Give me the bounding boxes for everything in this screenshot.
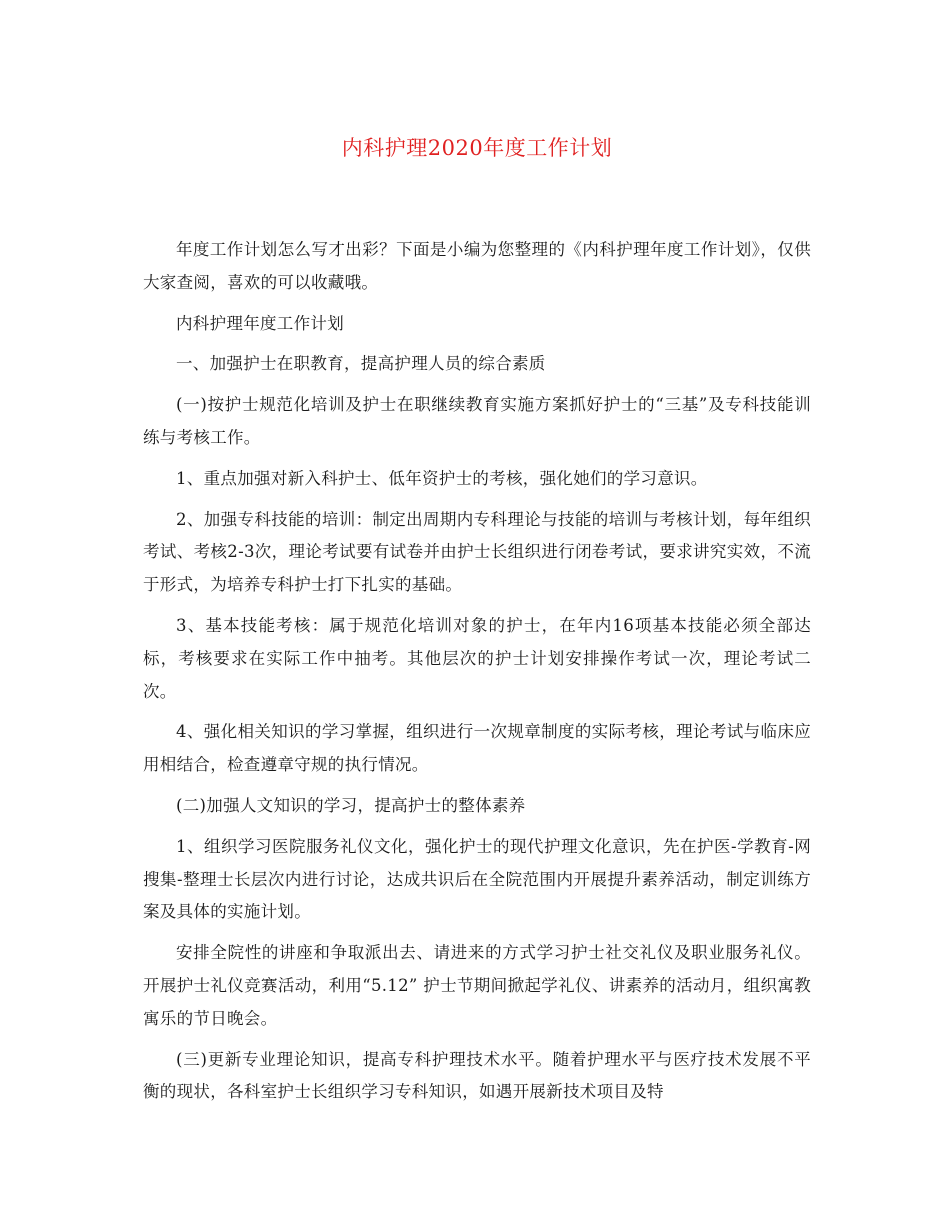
document-title: 内科护理2020年度工作计划 (341, 136, 613, 160)
document-page (143, 130, 811, 1117)
list-item-5: 1、组织学习医院服务礼仪文化，强化护士的现代护理文化意识，先在护医-学教育-网搜集-整理士长层次内进行讨论，达成共识后在全院范围内开展提升素养活动，制定训练方案及具体的实施计划。 (143, 836, 811, 922)
section-heading-1: 一、加强护士在职教育，提高护理人员的综合素质 (176, 354, 546, 374)
subsection-heading-2: (二)加强人文知识的学习，提高护士的整体素养 (176, 795, 526, 815)
paragraph-etiquette: 安排全院性的讲座和争取派出去、请进来的方式学习护士社交礼仪及职业服务礼仪。开展护士礼仪竞赛活动，利用“5.12” 护士节期间掀起学礼仪、讲素养的活动月，组织寓教寓乐的节日晚会。 (143, 943, 811, 1028)
list-item-3: 3、基本技能考核：属于规范化培训对象的护士，在年内16项基本技能必须全部达标，考核要求在实际工作中抽考。其他层次的护士计划安排操作考试一次，理论考试二次。 (143, 615, 811, 701)
subsection-heading-1: (一)按护士规范化培训及护士在职继续教育实施方案抓好护士的“三基”及专科技能训练与考核工作。 (143, 395, 811, 447)
paragraph-subtitle: 内科护理年度工作计划 (176, 313, 344, 333)
list-item-2: 2、加强专科技能的培训：制定出周期内专科理论与技能的培训与考核计划，每年组织考试、考核2-3次，理论考试要有试卷并由护士长组织进行闭卷考试，要求讲究实效，不流于形式，为培养专科护士打下扎实的基础。 (143, 509, 811, 595)
subsection-heading-3: (三)更新专业理论知识，提高专科护理技术水平。随着护理水平与医疗技术发展不平衡的现状，各科室护士长组织学习专科知识，如遇开展新技术项目及特 (143, 1049, 811, 1102)
list-item-1: 1、重点加强对新入科护士、低年资护士的考核，强化她们的学习意识。 (176, 468, 708, 488)
list-item-4: 4、强化相关知识的学习掌握，组织进行一次规章制度的实际考核，理论考试与临床应用相结合，检查遵章守规的执行情况。 (143, 722, 811, 775)
paragraph-intro: 年度工作计划怎么写才出彩？下面是小编为您整理的《内科护理年度工作计划》，仅供大家查阅，喜欢的可以收藏哦。 (143, 240, 811, 292)
